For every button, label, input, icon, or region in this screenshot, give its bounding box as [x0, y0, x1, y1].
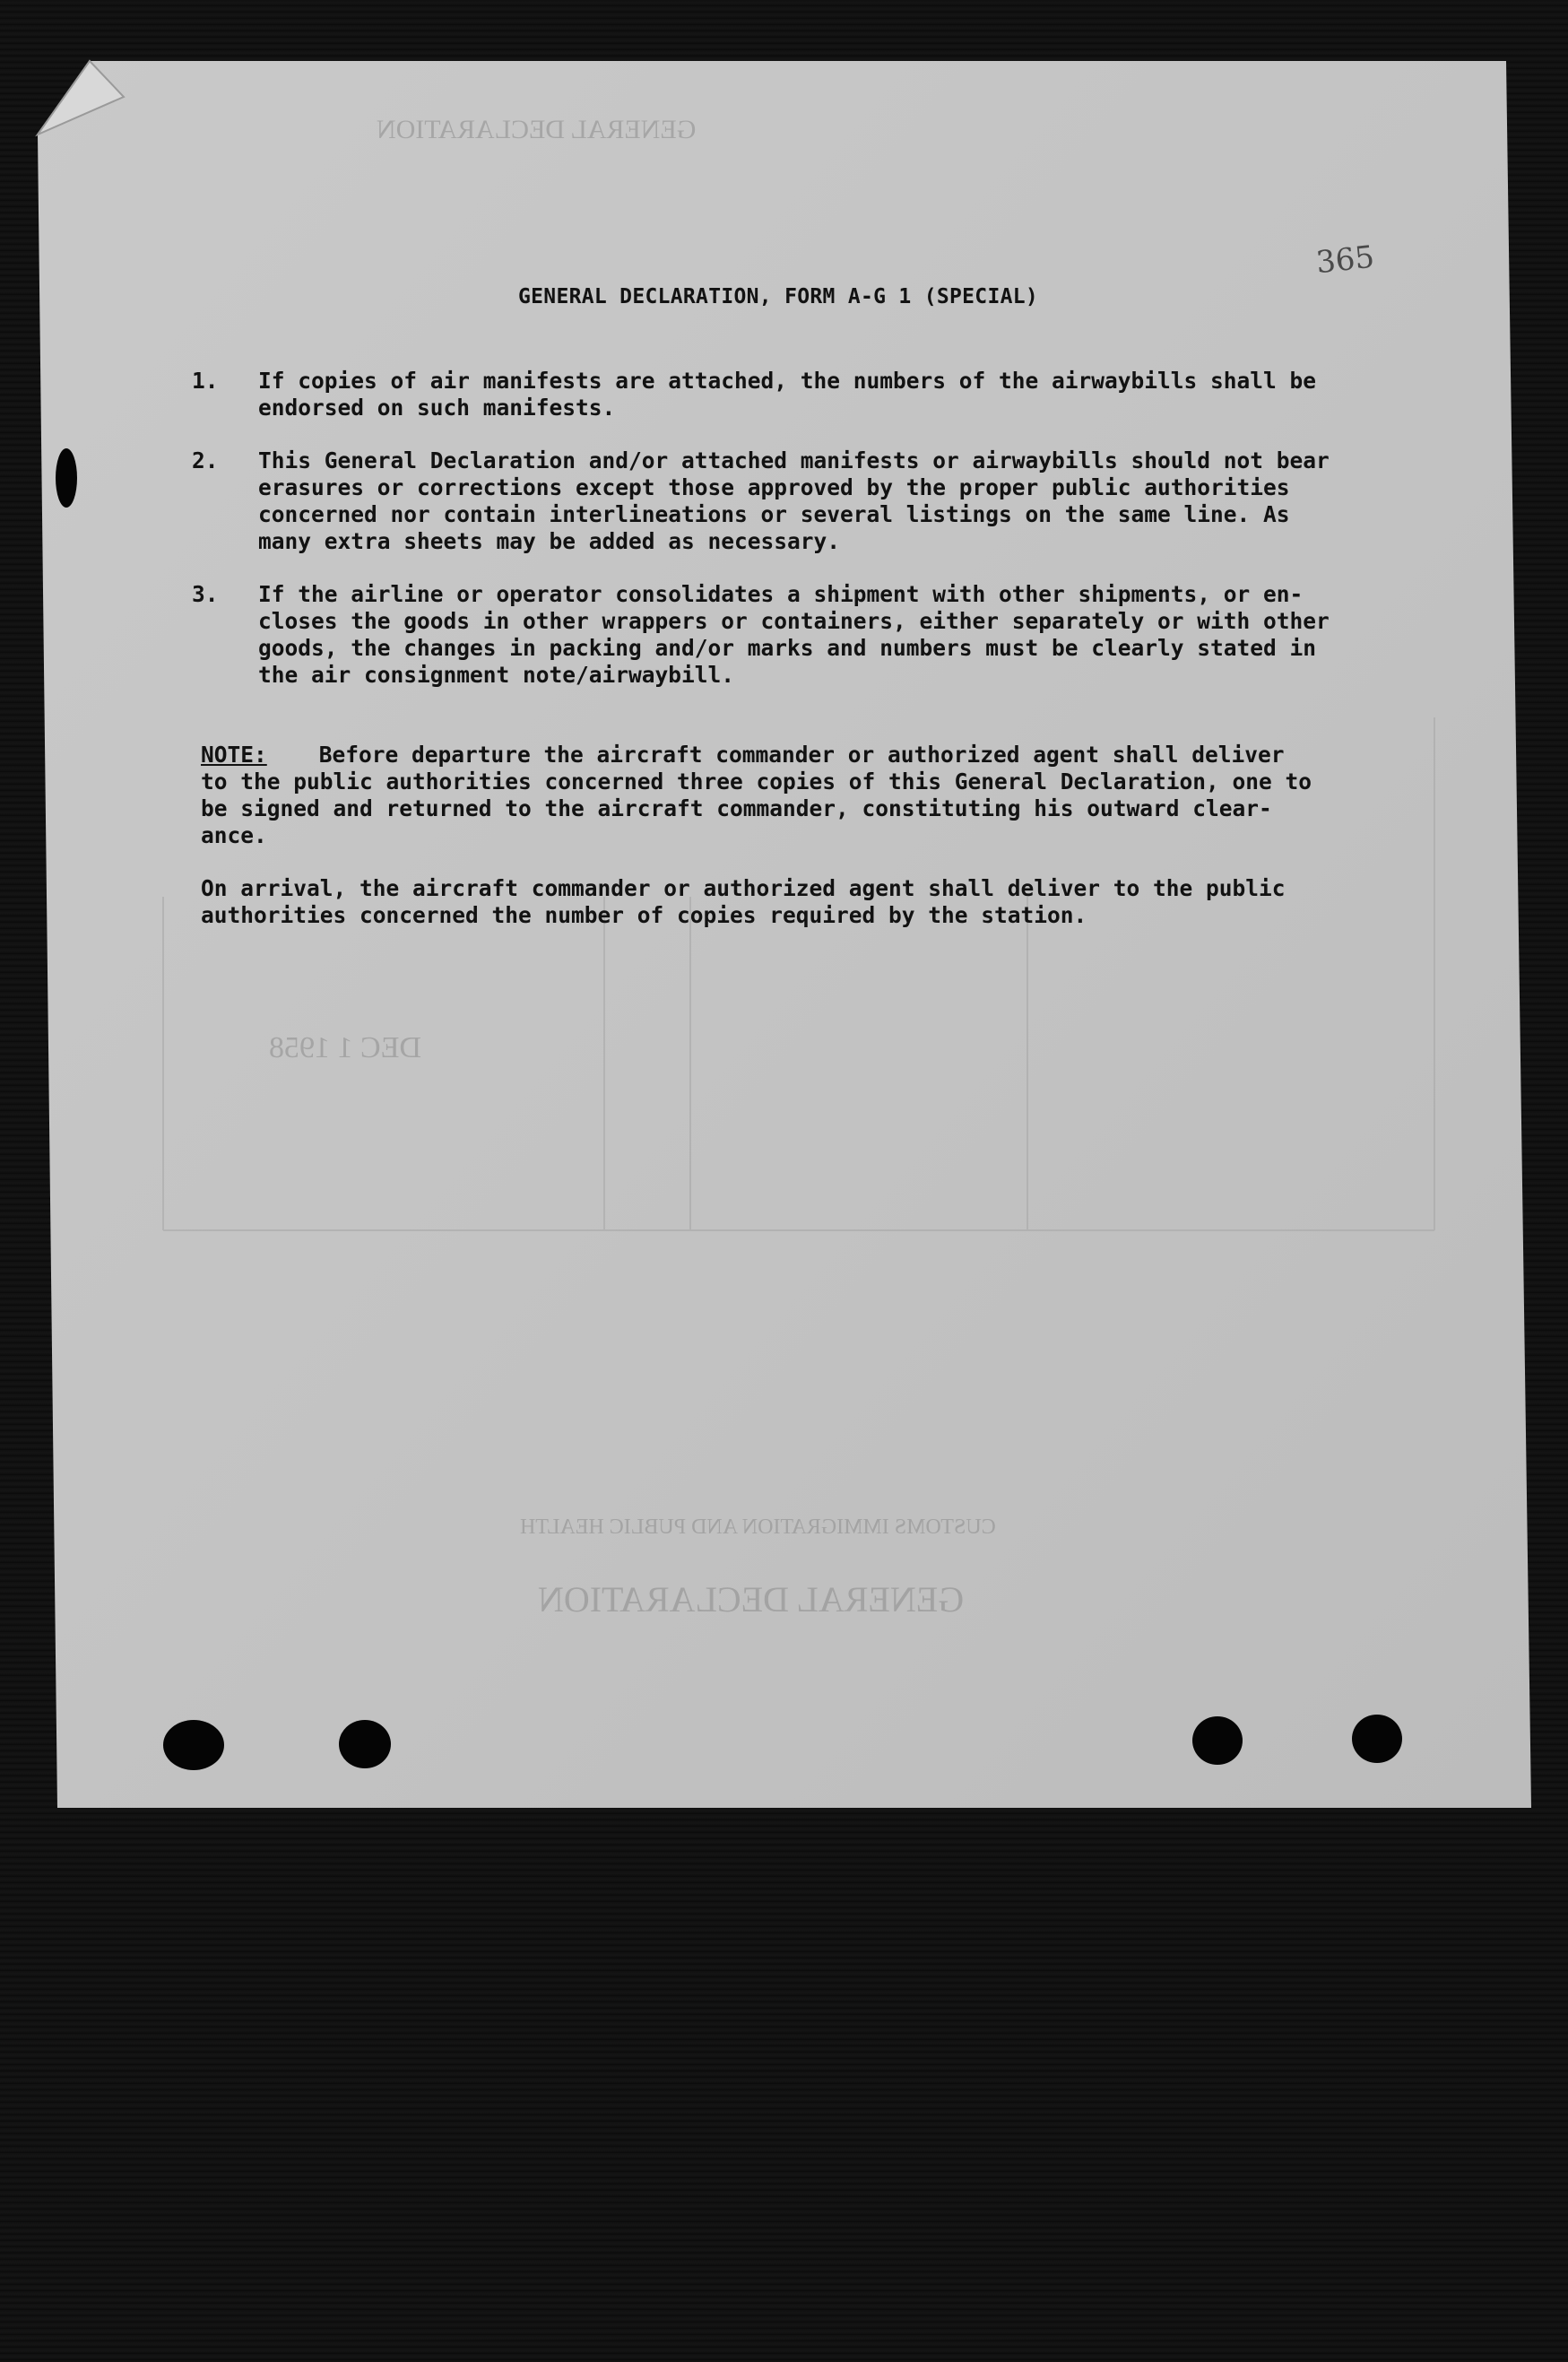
note-paragraph — [201, 742, 1406, 849]
punch-hole — [1352, 1715, 1402, 1763]
item-line: the air consignment note/airwaybill. — [258, 662, 735, 688]
item-line: If copies of air manifests are attached, the numbers of the airwaybills shall be — [258, 368, 1317, 394]
item-line: erasures or corrections except those approved by the proper public authorities — [258, 474, 1290, 500]
note-label: NOTE: — [201, 742, 267, 768]
arrival-line: On arrival, the aircraft commander or authorized agent shall deliver to the public — [201, 875, 1286, 901]
item-line: many extra sheets may be added as necessary. — [258, 528, 841, 554]
note-line: be signed and returned to the aircraft commander, constituting his outward clear- — [201, 795, 1272, 821]
bleed-through-text-2: GENERAL DECLARATION — [538, 1579, 965, 1620]
item-number: 3. — [192, 581, 219, 607]
bleed-through-text-4: DEC 1 1958 — [269, 1031, 421, 1064]
item-body — [258, 581, 1424, 689]
item-body — [258, 368, 1424, 421]
note-first-line — [201, 742, 1406, 769]
punch-hole — [163, 1720, 224, 1770]
note-line: Before departure the aircraft commander or authorized agent shall deliver — [318, 742, 1285, 768]
note-line: ance. — [201, 822, 267, 848]
ink-blot — [56, 448, 77, 508]
item-line: goods, the changes in packing and/or marks and numbers must be clearly stated in — [258, 635, 1317, 661]
note-line: to the public authorities concerned three copies of this General Declaration, one to — [201, 769, 1312, 795]
punch-hole — [339, 1720, 391, 1768]
document-title: GENERAL DECLARATION, FORM A-G 1 (SPECIAL) — [518, 285, 1039, 308]
punch-hole — [1192, 1716, 1243, 1765]
item-body — [258, 447, 1424, 555]
bleed-through-text-1: GENERAL DECLARATION — [377, 115, 697, 144]
arrival-line: authorities concerned the number of copies required by the station. — [201, 902, 1087, 928]
item-line: endorsed on such manifests. — [258, 395, 616, 421]
item-number: 2. — [192, 447, 219, 473]
item-number: 1. — [192, 368, 219, 394]
bleed-through-text-3: CUSTOMS IMMIGRATION AND PUBLIC HEALTH — [520, 1515, 996, 1539]
arrival-paragraph — [201, 875, 1406, 929]
paper-shape — [38, 61, 1531, 1808]
item-line: concerned nor contain interlineations or several listings on the same line. As — [258, 501, 1290, 527]
item-line: closes the goods in other wrappers or containers, either separately or with other — [258, 608, 1330, 634]
page-number: 365 — [1314, 239, 1376, 282]
item-line: If the airline or operator consolidates a shipment with other shipments, or en- — [258, 581, 1304, 607]
item-line: This General Declaration and/or attached manifests or airwaybills should not bear — [258, 447, 1330, 473]
